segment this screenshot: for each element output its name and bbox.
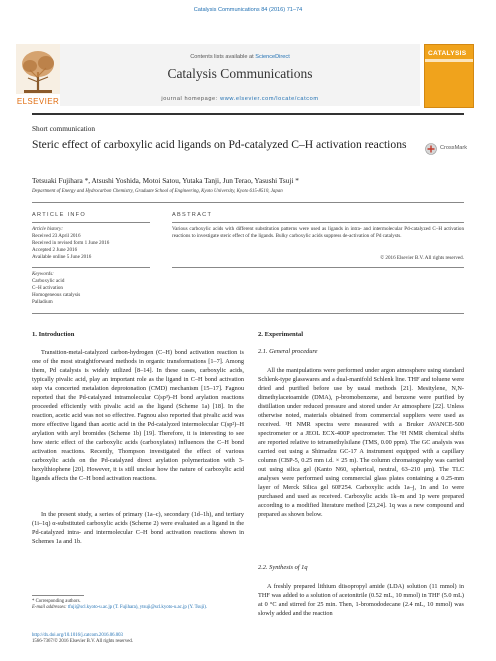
issn-line: 1566-7367/© 2016 Elsevier B.V. All rights reserved. xyxy=(32,639,133,645)
affiliation: Department of Energy and Hydrocarbon Chemistry, Graduate School of Engineering, Kyoto University, Kyoto 615-8510, Japan xyxy=(32,189,283,194)
crossmark-icon[interactable] xyxy=(425,143,439,155)
corresponding-authors: * Corresponding authors. xyxy=(32,599,81,604)
abstract-copyright: © 2016 Elsevier B.V. All rights reserved. xyxy=(380,255,464,261)
history-line: Available online 5 June 2016 xyxy=(32,254,92,260)
cover-strip xyxy=(425,59,474,62)
author-list: Tetsuaki Fujihara *, Atsushi Yoshida, Motoi Satou, Yutaka Tanji, Jun Terao, Yasushi Tsuji * xyxy=(32,176,299,185)
article-type: Short communication xyxy=(32,124,96,133)
homepage-prefix: journal homepage: xyxy=(161,96,218,102)
history-line: Received 23 April 2016 xyxy=(32,233,81,239)
history-line: Received in revised form 1 June 2016 xyxy=(32,240,110,246)
elsevier-wordmark: ELSEVIER xyxy=(16,97,60,106)
journal-name[interactable]: Catalysis Communications xyxy=(167,66,313,81)
introduction-paragraph: In the present study, a series of primary (1a–c), secondary (1d–1h), and tertiary (1i–1q) α-substituted carboxylic acids (Scheme 2) were evaluated as a ligand in the Pd-catalyzed intra- and intermolecular C–H bond activation reactions shown in Schemes 1a and 1b. xyxy=(32,511,244,545)
experimental-heading: 2. Experimental xyxy=(258,331,304,338)
sciencedirect-link[interactable]: ScienceDirect xyxy=(255,54,290,60)
email-links[interactable]: tfuji@scl.kyoto-u.ac.jp (T. Fujihara), ytsuji@scl.kyoto-u.ac.jp (Y. Tsuji). xyxy=(67,605,208,611)
abstract-bottom-rule xyxy=(172,267,464,268)
email-label: E-mail addresses: xyxy=(32,605,67,611)
introduction-paragraph: Transition-metal-catalyzed carbon-hydrogen (C–H) bond activation reaction is one of the most straightforward methods in organic transformations [1–7]. Among them, Pd catalysis is widely utilized [8–14]. In these cases, carboxylic acids, typically pivalic acid, play an important role as the ligand in C–H bond activation step via concerted metalation deprotonation (CMD) mechanism [15–17]. Fagnou reported that the Pd-catalyzed intramolecular C(sp³)–H bond arylation reactions proceeded efficiently with pivalic acid as the ligand (Scheme 1a) [18]. In the reaction, acetic acid was not so effective. Fagnou also reported that pivalic acid was more effective ligand than acetic acid in the Pd-catalyzed intermolecular C(sp²)–H arylation with aryl bromides (Scheme 1b) [19]. Therefore, it is interesting to see how steric effect of the carboxylic acids (carboxylates) influences the C–H bond activation reactions. Recently, Thompson investigated the effect of various carboxylic acids on the Pd-catalyzed direct arylation polymerization with 3-hexylthiophene [20]. However, it is still unclear how the nature of carboxylic acid ligands affects the C–H bond activation reactions. xyxy=(32,349,244,482)
footnote-rule xyxy=(32,595,84,596)
synthesis-text: A freshly prepared lithium diisopropyl amide (LDA) solution (11 mmol) in THF was added to a solution of acetonitrile (0.52 mL, 10 mmol) in THF (5.0 mL) at 0 °C and stirred for 25 min. Then, 1-bromododecane (2.4 mL, 10 mmol) was slowly added and the reaction xyxy=(258,583,464,617)
keyword-item: Carboxylic acid xyxy=(32,278,65,284)
email-addresses xyxy=(32,605,244,611)
frontmatter-bottom-rule xyxy=(32,313,464,314)
general-procedure-heading: 2.1. General procedure xyxy=(258,348,318,355)
general-procedure-text: All the manipulations were performed under argon atmosphere using standard Schlenk-type glasswares and a dual-manifold Schlenk line. THF and toluene were dried and purified before use by usual methods [21]. Mesitylene, N,N-dimethylacetoamide (DMA), p-bromobenzene, and benzene were purified by distillation under reduced pressure and stored under Ar atmosphere [22]. Unless otherwise noted, materials obtained from commercial suppliers were used as received. ¹H NMR spectra were measured with a Bruker AVANCE-500 spectrometer or a JEOL ECX-400P spectrometer. The ¹H NMR chemical shifts are reported relative to tetramethylsilane (TMS, 0.00 ppm). The GC analysis was carried out using a Shimadzu GC-17 A instrument equipped with a capillary column (CBP-5, 0.25 mm i.d. × 25 m). The column chromatography was carried out using silica gel (Kanto N60, spherical, neutral, 63–210 μm). The TLC analyses were performed using commercial glass plates containing a 0.25-mm layer of Merck Silica gel 60F254. Carboxylic acids 1a–j, 1n and 1o were purchased and used as received. Carboxylic acids 1k–m and 1p were prepared according to a modified literature method [23,24]. 1q was a new compound and prepared as shown below. xyxy=(258,367,464,518)
contents-line xyxy=(60,54,420,60)
journal-homepage xyxy=(60,96,420,102)
info-top-rule xyxy=(32,202,464,203)
homepage-link[interactable]: www.elsevier.com/locate/catcom xyxy=(220,96,319,102)
keyword-item: C–H activation xyxy=(32,285,63,291)
footnote xyxy=(32,599,244,611)
doi-link[interactable]: http://dx.doi.org/10.1016/j.catcom.2016.06.003 xyxy=(32,633,123,638)
contents-prefix: Contents lists available at xyxy=(190,54,254,60)
journal-cover[interactable] xyxy=(424,44,474,108)
article-info-heading: ARTICLE INFO xyxy=(32,212,87,218)
keyword-item: Homogeneous catalysis xyxy=(32,292,81,298)
doi-block xyxy=(32,633,244,645)
keywords-rule xyxy=(32,267,150,268)
history-line: Accepted 2 June 2016 xyxy=(32,247,78,253)
synthesis-heading: 2.2. Synthesis of 1q xyxy=(258,564,308,571)
keyword-item: Palladium xyxy=(32,299,53,305)
abstract-rule xyxy=(172,222,464,223)
article-title: Steric effect of carboxylic acid ligands on Pd-catalyzed C–H activation reactions xyxy=(32,138,407,151)
journal-reference[interactable]: Catalysis Communications 84 (2016) 71–74 xyxy=(193,7,303,13)
history-title: Article history: xyxy=(32,226,63,232)
header-rule xyxy=(32,113,464,115)
cover-title: CATALYSIS xyxy=(428,50,467,57)
abstract-text: Various carboxylic acids with different substitution patterns were used as ligands in intra- and intermolecular Pd-catalyzed C–H activation reactions to investigate steric effect of the ligands. Bulky carboxylic acids suppress de-activation of Pd catalysts. xyxy=(172,226,464,239)
abstract-heading: ABSTRACT xyxy=(172,212,213,218)
introduction-heading: 1. Introduction xyxy=(32,331,75,338)
keywords-title: Keywords: xyxy=(32,271,54,277)
article-info-rule xyxy=(32,222,150,223)
crossmark-label[interactable]: CrossMark xyxy=(440,145,468,151)
